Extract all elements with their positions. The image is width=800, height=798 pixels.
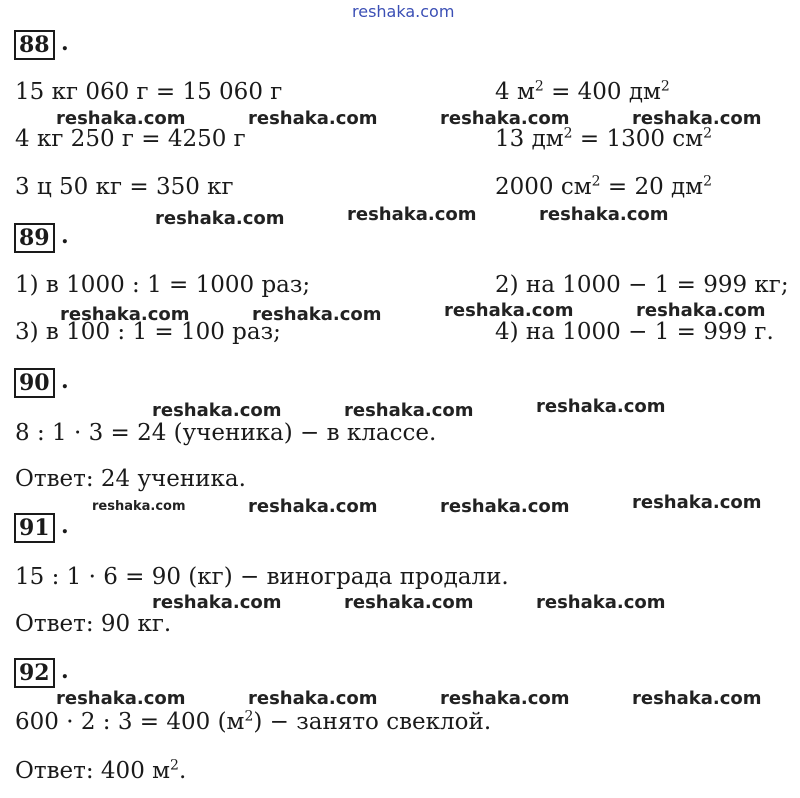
solution-line: 600 · 2 : 3 = 400 $(м^2)$ − занято свеклой.	[15, 708, 492, 735]
watermark: reshaka.com	[444, 300, 574, 321]
solution-line: 4) на 1000 − 1 = 999 г.	[495, 319, 774, 345]
watermark: reshaka.com	[252, 304, 382, 325]
watermark: reshaka.com	[60, 304, 190, 325]
solution-line: 15 : 1 · 6 = 90 (кг) − винограда продали.	[15, 564, 509, 590]
number-dot: .	[61, 513, 69, 539]
problem-number-89: 89	[14, 223, 55, 253]
watermark: reshaka.com	[344, 400, 474, 421]
solution-line: 1) в 1000 : 1 = 1000 раз;	[15, 272, 311, 298]
area-equation: 4 $м^2 = 400$ $дм^2$	[495, 78, 670, 105]
watermark: reshaka.com	[56, 688, 186, 709]
solution-line: 3) в 100 : 1 = 100 раз;	[15, 319, 281, 345]
watermark: reshaka.com	[248, 108, 378, 129]
answer-line: Ответ: 90 кг.	[15, 611, 172, 637]
watermark: reshaka.com	[440, 496, 570, 517]
area-equation: 2000 $см^2 = 20$ $дм^2$	[495, 173, 712, 200]
problem-number-88: 88	[14, 30, 55, 60]
watermark: reshaka.com	[536, 592, 666, 613]
watermark: reshaka.com	[632, 492, 762, 513]
number-dot: .	[61, 368, 69, 394]
watermark: reshaka.com	[56, 108, 186, 129]
problem-number-90: 90	[14, 368, 55, 398]
watermark: reshaka.com	[352, 2, 455, 21]
solution-line: 2) на 1000 − 1 = 999 кг;	[495, 272, 789, 298]
answer-line: Ответ: 400 $м^2$.	[15, 757, 187, 784]
watermark: reshaka.com	[636, 300, 766, 321]
watermark: reshaka.com	[92, 499, 186, 514]
watermark: reshaka.com	[152, 592, 282, 613]
watermark: reshaka.com	[152, 400, 282, 421]
watermark: reshaka.com	[248, 496, 378, 517]
problem-number-92: 92	[14, 658, 55, 688]
watermark: reshaka.com	[632, 688, 762, 709]
number-dot: .	[61, 30, 69, 56]
number-dot: .	[61, 223, 69, 249]
watermark: reshaka.com	[539, 204, 669, 225]
watermark: reshaka.com	[248, 688, 378, 709]
watermark: reshaka.com	[347, 204, 477, 225]
watermark: reshaka.com	[155, 208, 285, 229]
watermark: reshaka.com	[344, 592, 474, 613]
area-equation: 13 $дм^2 = 1300$ $см^2$	[495, 125, 712, 152]
number-dot: .	[61, 658, 69, 684]
watermark: reshaka.com	[440, 108, 570, 129]
watermark: reshaka.com	[536, 396, 666, 417]
equation-line: 15 кг 060 г = 15 060 г	[15, 79, 283, 105]
solution-line: 8 : 1 · 3 = 24 (ученика) − в классе.	[15, 420, 437, 446]
equation-line: 4 кг 250 г = 4250 г	[15, 126, 246, 152]
answer-line: Ответ: 24 ученика.	[15, 466, 246, 492]
problem-number-91: 91	[14, 513, 55, 543]
watermark: reshaka.com	[440, 688, 570, 709]
watermark: reshaka.com	[632, 108, 762, 129]
equation-line: 3 ц 50 кг = 350 кг	[15, 174, 234, 200]
